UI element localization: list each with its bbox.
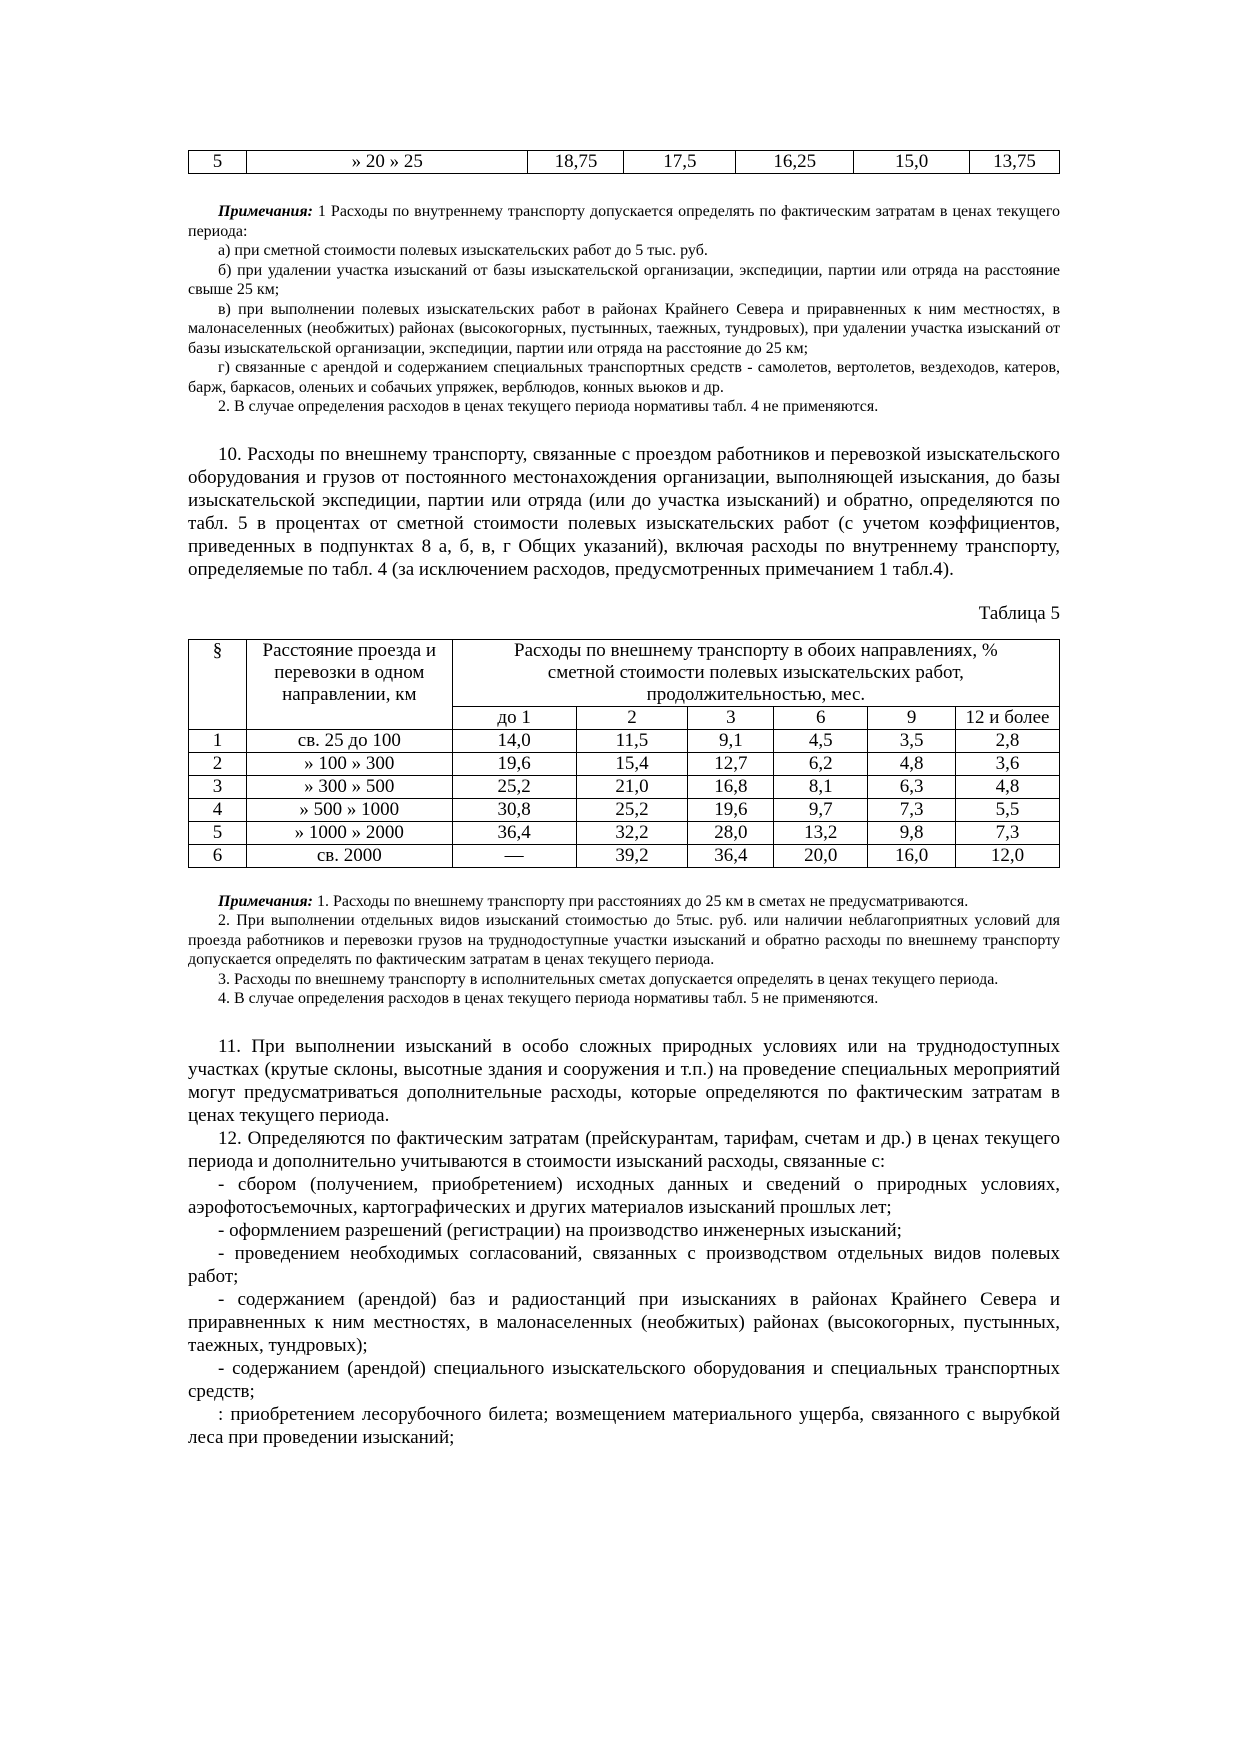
header-duration: 6 xyxy=(774,706,868,729)
table-cell: 30,8 xyxy=(452,798,576,821)
table-cell: 6,3 xyxy=(868,775,956,798)
table-cell: 4,5 xyxy=(774,729,868,752)
list-item: : приобретением лесорубочного билета; возмещением материального ущерба, связанного с вырубкой леса при проведении изысканий; xyxy=(188,1403,1060,1448)
header-distance: Расстояние проезда и перевозки в одном направлении, км xyxy=(246,639,452,729)
paragraph: 10. Расходы по внешнему транспорту, связанные с проездом работников и перевозкой изыскательского оборудования и грузов от постоянного местонахождения организации, выполняющей изыскания, до базы изыскательской экспедиции, партии или отряда (или до участка изысканий) и обратно, определяются по табл. 5 в процентах от сметной стоимости полевых изыскательских работ (с учетом коэффициентов, приведенных в подпунктах 8 а, б, в, г Общих указаний), включая расходы по внутреннему транспорту, определяемые по табл. 4 (за исключением расходов, предусмотренных примечанием 1 табл.4). xyxy=(188,443,1060,580)
table-cell: 4 xyxy=(189,798,247,821)
table-cell: 5,5 xyxy=(956,798,1060,821)
table-row xyxy=(189,821,1060,844)
note-paragraph: г) связанные с арендой и содержанием специальных транспортных средств - самолетов, вертолетов, вездеходов, катеров, барж, баркасов, оленьих и собачьих упряжек, верблюдов, конных вьюков и др. xyxy=(188,359,1060,396)
note-text: 1 Расходы по внутреннему транспорту допускается определять по фактическим затратам в ценах текущего периода: xyxy=(188,203,1060,240)
paragraph: 12. Определяются по фактическим затратам (прейскурантам, тарифам, счетам и др.) в ценах текущего периода и дополнительно учитываются в стоимости изысканий расходы, связанные с: xyxy=(188,1127,1060,1172)
table-row xyxy=(189,775,1060,798)
notes-table-4 xyxy=(188,202,1060,417)
table-cell: 19,6 xyxy=(688,798,774,821)
note-paragraph: 4. В случае определения расходов в ценах текущего периода нормативы табл. 5 не применяются. xyxy=(218,990,879,1007)
notes-label: Примечания: xyxy=(218,203,313,220)
table-cell: » 1000 » 2000 xyxy=(246,821,452,844)
document-page xyxy=(188,150,1060,1449)
table-cell: » 300 » 500 xyxy=(246,775,452,798)
note-paragraph: 2. При выполнении отдельных видов изысканий стоимостью до 5тыс. руб. или наличии неблагоприятных условий для проезда работников и перевозки грузов на труднодоступные участки изысканий и обратно расходы по внешнему транспорту допускается определять по фактическим затратам в ценах текущего периода. xyxy=(188,912,1060,968)
note-text: 1. Расходы по внешнему транспорту при расстояниях до 25 км в сметах не предусматриваются. xyxy=(312,892,969,910)
table-cell: 5 xyxy=(189,821,247,844)
table-cell: 28,0 xyxy=(688,821,774,844)
notes-table-5 xyxy=(188,892,1060,1009)
table-cell: 16,25 xyxy=(736,151,854,174)
table-cell: — xyxy=(452,844,576,867)
table-cell: 14,0 xyxy=(452,729,576,752)
section-10 xyxy=(188,443,1060,581)
table-cell: 15,4 xyxy=(576,752,688,775)
header-duration: 9 xyxy=(868,706,956,729)
paragraph: 11. При выполнении изысканий в особо сложных природных условиях или на труднодоступных участках (крутые склоны, высотные здания и сооружения и т.п.) на проведение специальных мероприятий могут предусматриваться дополнительные расходы, которые определяются по фактическим затратам в ценах текущего периода. xyxy=(188,1035,1060,1126)
table-cell: 32,2 xyxy=(576,821,688,844)
table-cell: 2,8 xyxy=(956,729,1060,752)
notes-label: Примечания: xyxy=(218,892,313,910)
table-cell: 20,0 xyxy=(774,844,868,867)
table-cell: 8,1 xyxy=(774,775,868,798)
table-cell: 12,0 xyxy=(956,844,1060,867)
table-cell: 13,2 xyxy=(774,821,868,844)
list-item: - содержанием (арендой) баз и радиостанций при изысканиях в районах Крайнего Севера и приравненных к ним местностях, в малонаселенных (необжитых) районах (высокогорных, пустынных, таежных, тундровых); xyxy=(188,1288,1060,1356)
table-cell: 17,5 xyxy=(624,151,736,174)
table-cell: 16,0 xyxy=(868,844,956,867)
table-cell: св. 25 до 100 xyxy=(246,729,452,752)
table-cell: 16,8 xyxy=(688,775,774,798)
table-cell: 21,0 xyxy=(576,775,688,798)
header-duration: 2 xyxy=(576,706,688,729)
table-cell: 13,75 xyxy=(970,151,1060,174)
table-cell: 36,4 xyxy=(452,821,576,844)
table-cell: 9,8 xyxy=(868,821,956,844)
table-cell: 6 xyxy=(189,844,247,867)
table-cell: 25,2 xyxy=(452,775,576,798)
table-cell: 19,6 xyxy=(452,752,576,775)
table-row xyxy=(189,798,1060,821)
note-paragraph xyxy=(188,202,1060,241)
table-cell: 9,7 xyxy=(774,798,868,821)
table-cell: » 500 » 1000 xyxy=(246,798,452,821)
table-cell: св. 2000 xyxy=(246,844,452,867)
note-paragraph: в) при выполнении полевых изыскательских работ в районах Крайнего Севера и приравненных к ним местностях, в малонаселенных (необжитых) районах (высокогорных, пустынных, таежных, тундровых), при удалении участка изысканий от базы изыскательской организации, экспедиции, партии или отряда на расстояние до 25 км; xyxy=(188,300,1060,357)
list-item: - оформлением разрешений (регистрации) на производство инженерных изысканий; xyxy=(218,1219,902,1241)
table-row xyxy=(189,151,1060,174)
table-cell: 3 xyxy=(189,775,247,798)
table-header-row xyxy=(189,639,1060,706)
table-cell: 36,4 xyxy=(688,844,774,867)
table-cell: 7,3 xyxy=(868,798,956,821)
table-cell: 39,2 xyxy=(576,844,688,867)
table-cell: 4,8 xyxy=(956,775,1060,798)
table-cell: 11,5 xyxy=(576,729,688,752)
note-paragraph xyxy=(188,892,1060,912)
header-section-symbol: § xyxy=(189,639,247,729)
table-cell: 7,3 xyxy=(956,821,1060,844)
table-cell: 1 xyxy=(189,729,247,752)
table-cell: 12,7 xyxy=(688,752,774,775)
table-cell: » 20 » 25 xyxy=(246,151,528,174)
section-11-12 xyxy=(188,1035,1060,1449)
table-cell: 15,0 xyxy=(854,151,970,174)
note-paragraph: б) при удалении участка изысканий от базы изыскательской организации, экспедиции, партии или отряда на расстояние свыше 25 км; xyxy=(188,261,1060,298)
table-cell: 3,5 xyxy=(868,729,956,752)
table-cell: 2 xyxy=(189,752,247,775)
header-duration: до 1 xyxy=(452,706,576,729)
note-paragraph: а) при сметной стоимости полевых изыскательских работ до 5 тыс. руб. xyxy=(218,242,708,259)
header-duration: 12 и более xyxy=(956,706,1060,729)
table-row xyxy=(189,729,1060,752)
note-paragraph: 3. Расходы по внешнему транспорту в исполнительных сметах допускается определять в ценах текущего периода. xyxy=(218,970,999,988)
table-cell: 6,2 xyxy=(774,752,868,775)
table-cell: 25,2 xyxy=(576,798,688,821)
table-5-caption: Таблица 5 xyxy=(978,602,1060,624)
table-4-tail xyxy=(188,150,1060,174)
table-row xyxy=(189,752,1060,775)
table-cell: 4,8 xyxy=(868,752,956,775)
table-cell: 9,1 xyxy=(688,729,774,752)
table-5 xyxy=(188,639,1060,868)
header-duration: 3 xyxy=(688,706,774,729)
table-row xyxy=(189,844,1060,867)
table-cell: » 100 » 300 xyxy=(246,752,452,775)
note-paragraph: 2. В случае определения расходов в ценах текущего периода нормативы табл. 4 не применяются. xyxy=(218,398,879,415)
list-item: - содержанием (арендой) специального изыскательского оборудования и специальных транспортных средств; xyxy=(188,1357,1060,1402)
list-item: - сбором (получением, приобретением) исходных данных и сведений о природных условиях, аэрофотосъемочных, картографических и других материалов изысканий прошлых лет; xyxy=(188,1173,1060,1218)
list-item: - проведением необходимых согласований, связанных с производством отдельных видов полевых работ; xyxy=(188,1242,1060,1287)
table-cell: 3,6 xyxy=(956,752,1060,775)
header-costs: Расходы по внешнему транспорту в обоих направлениях, % сметной стоимости полевых изыскательских работ, продолжительностью, мес. xyxy=(452,639,1059,706)
table-cell: 5 xyxy=(189,151,247,174)
table-cell: 18,75 xyxy=(528,151,624,174)
